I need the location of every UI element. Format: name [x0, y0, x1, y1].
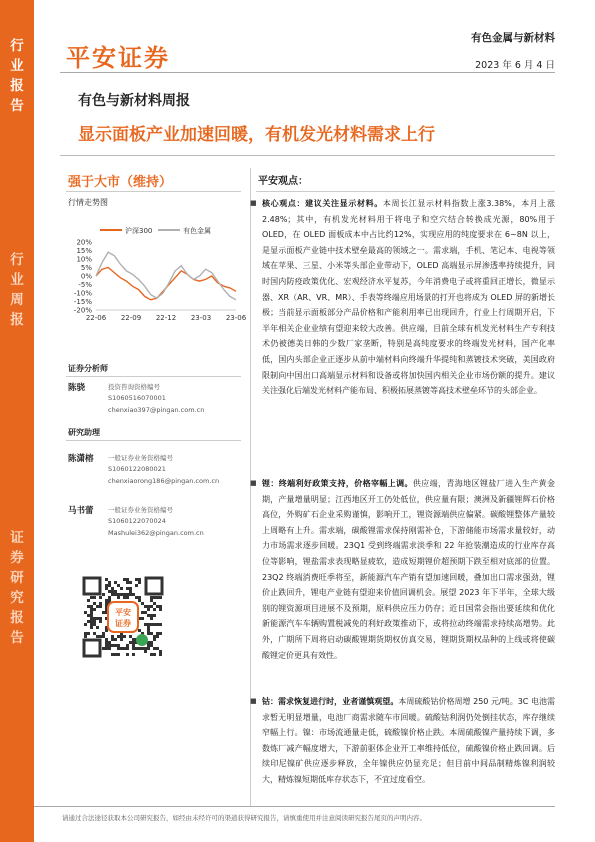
y-tick-label: 0%	[80, 272, 92, 281]
y-tick-label: 5%	[80, 264, 92, 272]
paragraph-display-materials	[250, 196, 555, 399]
series-line	[96, 252, 236, 300]
header-info	[471, 30, 555, 71]
paragraph-lead: 锂：终端利好政策支持，价格宰幅上调。	[262, 479, 413, 488]
analyst-section-label: 证券分析师	[68, 364, 108, 373]
analyst-divider	[66, 376, 241, 377]
paragraph-lead: 核心观点：建议关注显示材料。	[262, 199, 383, 208]
svg-text:平安: 平安	[115, 608, 131, 617]
paragraph-body: 供应端，青海地区锂盐厂进入生产黄金期，产量增量明显；江西地区开工仍处低位，供应量有限；澳洲及新疆锂辉石价格高位，外购矿石企业采购谨慎，影响开工，锂资源端供应偏紧。碳酸锂整体产量较上周略有上升。需求端，碳酸锂需求保持刚需补仓，下游储能市场需求量较好，动力市场需求逐步回暖。23Q1 受到终端需求淡季和 22 年抢装潮造成的行业库存高位等影响，锂盐需求表现略显疲软，造成短期锂价超预期下跌至相对底部的位置。23Q2 终端消费旺季将至，新能源汽车产销有望加速回暖，叠加出口需求强劲，锂价止跌回升，锂电产业链有望迎来价值回调机会。展望 2023 年下半年，全球大级别的锂资源项目进展不及预期，原料供应压力仍存；近日国常会指出要延续和优化新能源汽车车辆购置税减免的利好政策推动下，或将拉动终端需求持续高增势。此外，广期所下周将启动碳酸锂期货期权仿真交易，锂期货期权品种的上线或将使碳酸锂定价更具有效性。	[262, 479, 556, 660]
side-char: 周	[10, 292, 24, 308]
paragraph-lead: 钴：需求恢复进行时，业者谨慎观望。	[262, 697, 399, 706]
header-divider	[60, 72, 555, 73]
side-char: 究	[10, 590, 24, 606]
side-char: 券	[10, 550, 24, 566]
assistant-divider	[66, 440, 241, 441]
y-tick-label: 20%	[76, 238, 92, 247]
side-label-report-type	[0, 36, 34, 116]
analyst-name: 陈骁	[68, 383, 86, 393]
footer-divider	[34, 806, 555, 807]
y-tick-label: -5%	[78, 281, 92, 289]
side-char: 研	[10, 570, 24, 586]
assistant-name: 陈潇榕	[68, 454, 94, 464]
side-char: 行	[10, 38, 24, 54]
qr-code-icon[interactable]	[84, 578, 162, 656]
svg-text:证券: 证券	[115, 619, 131, 628]
bullet-icon: ■	[250, 199, 257, 207]
side-char: 行	[10, 252, 24, 268]
x-tick-label: 22-12	[155, 314, 177, 322]
brand-logo: 平安证券	[66, 44, 170, 72]
side-char: 报	[10, 312, 24, 328]
side-label-weekly	[0, 250, 34, 330]
assistant-role: 一般证券业务资格编号	[108, 454, 173, 462]
x-tick-label: 23-03	[190, 314, 212, 322]
rating-divider	[66, 191, 241, 192]
x-tick-label: 22-09	[120, 314, 142, 322]
y-tick-label: -15%	[73, 298, 92, 306]
report-title: 显示面板产业加速回暖，有机发光材料需求上行	[78, 125, 435, 145]
assistant-name: 马书蕾	[68, 506, 94, 516]
side-bar	[0, 0, 34, 842]
assistant-section-label: 研究助理	[68, 428, 100, 437]
footer-disclaimer: 请通过合法途径获取本公司研究报告，如经由未经许可的渠道获得研究报告，请慎重使用并注意阅读研究报告尾页的声明内容。	[62, 814, 426, 822]
side-char: 报	[10, 78, 24, 94]
analyst-role: 投资咨询资格编号	[108, 383, 160, 391]
assistant-id: S1060122080021	[108, 465, 166, 473]
trend-chart	[62, 222, 247, 322]
legend-label: 有色金属	[183, 227, 211, 235]
side-char: 报	[10, 610, 24, 626]
y-tick-label: 15%	[76, 247, 92, 255]
paragraph-body: 本周长江显示材料指数上涨3.38%，本月上涨 2.48%；其中，有机发光材料用于将电子和空穴结合转换成光源，80%用于 OLED，在 OLED 面板成本中占比约12%，实现应用的纯度要求在 6~8N 以上，是显示面板产业链中技术壁垒最高的领域之一。需求端，手机、笔记本、电视等领域在苹果、三星、小米等头部企业带动下，OLED 高端显示屏渗透率持续提升，同时国内防疫政策优化、宏观经济水平复苏，今年消费电子或将重回正增长，微显示器、XR（AR、VR、MR）、手表等终端应用场景的打开也将成为 OLED 屏的新增长极；当前显示面板部分产品价格和产能利用率已出现回升，行业上行周期开启，下半年相关企业业绩有望迎来较大改善。供应端，目前全球有机发光材料生产专利技术仍被德美日韩的少数厂家垄断，特别是高纯度要求的终端发光材料，国产化率低，国内头部企业正逐步从前中端材料向终端升华提纯和蒸镀技术突破，美国政府限制向中国出口高端显示材料和设备或将加快国内相关企业市场份额的提升。建议关注强化后端发光材料产能布局、积极拓展蒸镀等高技术壁垒环节的头部企业。	[262, 199, 555, 396]
assistant-email[interactable]: Mashulei362@pingan.com.cn	[108, 529, 204, 537]
header-date: 2023 年 6 月 4 日	[475, 60, 555, 71]
side-char: 告	[10, 98, 24, 114]
bullet-icon: ■	[250, 479, 257, 487]
side-char: 证	[10, 530, 24, 546]
header-category: 有色金属与新材料	[471, 32, 555, 44]
series-line	[96, 268, 236, 300]
trend-chart-title: 行情走势图	[68, 198, 108, 207]
viewpoint-divider	[256, 191, 555, 192]
assistant-role: 一般证券业务资格编号	[108, 506, 173, 514]
rating-label: 强于大市（维持）	[68, 175, 173, 190]
y-tick-label: -20%	[73, 306, 92, 315]
analyst-email[interactable]: chenxiao397@pingan.com.cn	[108, 406, 205, 414]
paragraph-body: 本周硫酸钴价格周增 250 元/吨。3C 电池需求暂无明显增量，电池厂商需求随车市回暖。硫酸钴利润仍处倒挂状态，库存继续窄幅上行。镍：市场流通量走低，硫酸镍价格止跌。本周硫酸镍产量持续下调，多数炼厂减产幅度增大，下游前驱体企业开工率维持低位，硫酸镍价格止跌回调。后续印尼镍矿供应逐步释放，全年镍供应仍显充足；但目前中间品制精炼镍利润较大，精炼镍短期低库存状态下，不宜过度看空。	[262, 697, 555, 784]
side-label-research	[0, 528, 34, 648]
assistant-id: S1060122070024	[108, 517, 166, 525]
y-tick-label: 10%	[76, 255, 92, 264]
x-tick-label: 23-06	[225, 314, 247, 322]
legend-label: 沪深300	[125, 227, 153, 235]
viewpoint-title: 平安观点：	[258, 176, 308, 187]
side-char: 告	[10, 630, 24, 646]
y-tick-label: -10%	[73, 289, 92, 298]
bullet-icon: ■	[250, 697, 257, 705]
assistant-email[interactable]: chenxiaorong186@pingan.com.cn	[108, 477, 220, 485]
paragraph-cobalt-nickel	[250, 694, 555, 788]
x-tick-label: 22-06	[85, 314, 107, 322]
report-subtitle: 有色与新材料周报	[78, 93, 190, 109]
side-char: 业	[10, 272, 24, 288]
analyst-id: S1060516070001	[108, 394, 166, 402]
title-divider	[60, 155, 555, 156]
side-char: 业	[10, 58, 24, 74]
paragraph-lithium	[250, 476, 556, 663]
